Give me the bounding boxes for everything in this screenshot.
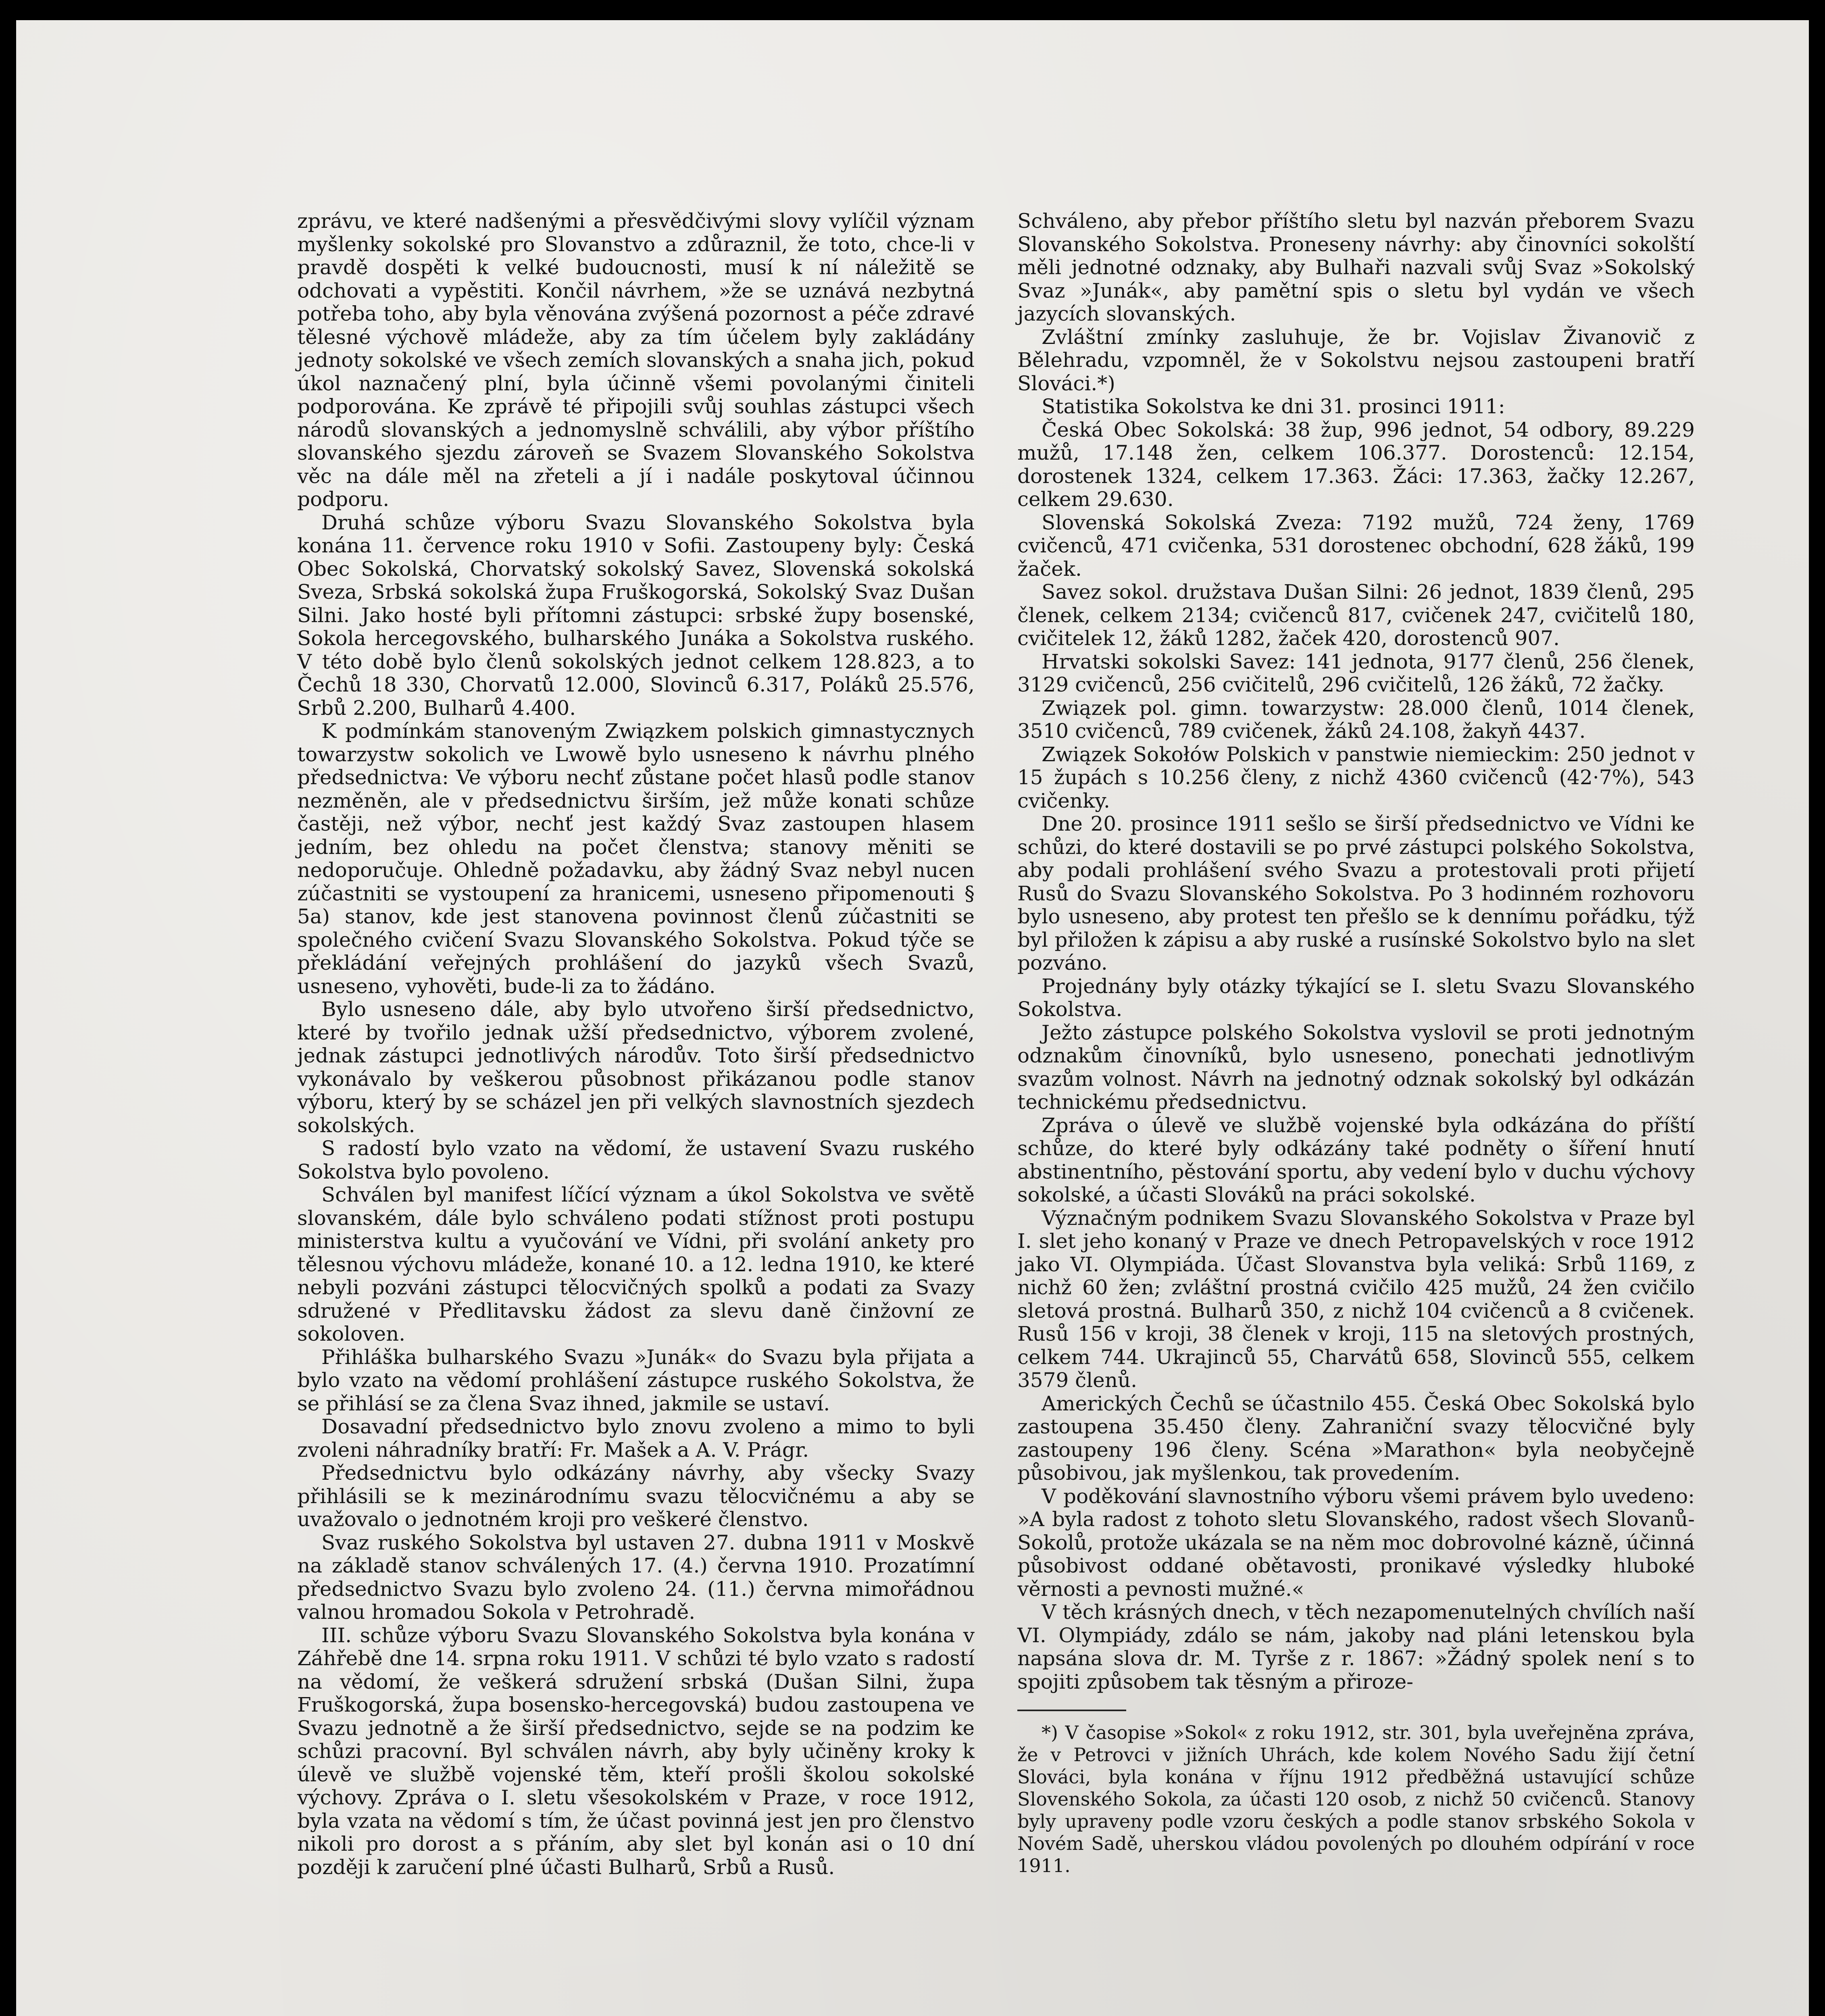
footnote-divider — [1017, 1710, 1126, 1711]
paragraph: Přihláška bulharského Svazu »Junák« do Svazu byla přijata a bylo vzato na vědomí prohlášení zástupce ruského Sokolstva, že se přihlásí se za člena Svaz ihned, jakmile se ustaví. — [297, 1345, 975, 1415]
paragraph: V poděkování slavnostního výboru všemi právem bylo uvedeno: »A byla radost z tohoto sletu Slovanského, radost všech Slovanů-Sokolů, protože ukázala se na něm moc dobrovolné kázně, účinná působivost oddané obětavosti, pronikavé výsledky hluboké věrnosti a pevnosti mužné.« — [1017, 1484, 1695, 1601]
right-column — [1017, 210, 1695, 1877]
paragraph: Předsednictvu bylo odkázány návrhy, aby všecky Svazy přihlásili se k mezinárodnímu svazu tělocvičnému a aby se uvažovalo o jednotném kroji pro veškeré členstvo. — [297, 1461, 975, 1531]
paragraph: Význačným podnikem Svazu Slovanského Sokolstva v Praze byl I. slet jeho konaný v Praze ve dnech Petropavelských v roce 1912 jako VI. Olympiáda. Účast Slovanstva byla veliká: Srbů 1169, z nichž 60 žen; zvláštní prostná cvičilo 425 mužů, 24 žen cvičilo sletová prostná. Bulharů 350, z nichž 104 cvičenců a 8 cvičenek. Rusů 156 v kroji, 38 členek v kroji, 115 na sletových prostných, celkem 744. Ukrajinců 55, Charvátů 658, Slovinců 555, celkem 3579 členů. — [1017, 1206, 1695, 1392]
paragraph: Związek Sokołów Polskich v panstwie niemieckim: 250 jednot v 15 župách s 10.256 členy, z nichž 4360 cvičenců (42·7%), 543 cvičenky. — [1017, 742, 1695, 812]
paragraph: Ježto zástupce polského Sokolstva vyslovil se proti jednotným odznakům činovníků, bylo usneseno, ponechati jednotlivým svazům volnost. Návrh na jednotný odznak sokolský byl odkázán technickému předsednictvu. — [1017, 1020, 1695, 1114]
paragraph: S radostí bylo vzato na vědomí, že ustavení Svazu ruského Sokolstva bylo povoleno. — [297, 1137, 975, 1183]
paragraph: Dne 20. prosince 1911 sešlo se širší předsednictvo ve Vídni ke schůzi, do které dostavili se po prvé zástupci polského Sokolstva, aby podali prohlášení svého Svazu a protestovali proti přijetí Rusů do Svazu Slovanského Sokolstva. Po 3 hodinném rozhovoru bylo usneseno, aby protest ten přešlo se k dennímu pořádku, týž byl přiložen k zápisu a aby ruské a rusínské Sokolstvo bylo na slet pozváno. — [1017, 812, 1695, 975]
paragraph: Druhá schůze výboru Svazu Slovanského Sokolstva byla konána 11. července roku 1910 v Sofii. Zastoupeny byly: Česká Obec Sokolská, Chorvatský sokolský Savez, Slovenská sokolská Sveza, Srbská sokolská župa Fruškogorská, Sokolský Svaz Dušan Silni. Jako hosté byli přítomni zástupci: srbské župy bosenské, Sokola hercegovského, bulharského Junáka a Sokolstva ruského. V této době bylo členů sokolských jednot celkem 128.823, a to Čechů 18 330, Chorvatů 12.000, Slovinců 6.317, Poláků 25.576, Srbů 2.200, Bulharů 4.400. — [297, 510, 975, 720]
paragraph: Zpráva o úlevě ve službě vojenské byla odkázána do příští schůze, do které byly odkázány také podněty o šíření hnutí abstinentního, pěstování sportu, aby vedení bylo v duchu výchovy sokolské, a účasti Slováků na práci sokolské. — [1017, 1113, 1695, 1206]
paragraph: Hrvatski sokolski Savez: 141 jednota, 9177 členů, 256 členek, 3129 cvičenců, 256 cvičitelů, 296 cvičitelů, 126 žáků, 72 žačky. — [1017, 650, 1695, 696]
paragraph: Schválen byl manifest líčící význam a úkol Sokolstva ve světě slovanském, dále bylo schváleno podati stížnost proti postupu ministerstva kultu a vyučování ve Vídni, při svolání ankety pro tělesnou výchovu mládeže, konané 10. a 12. ledna 1910, ke které nebyli pozváni zástupci tělocvičných spolků a podati za Svazy sdružené v Předlitavsku žádost za slevu daně činžovní ze sokoloven. — [297, 1183, 975, 1345]
paragraph: III. schůze výboru Svazu Slovanského Sokolstva byla konána v Záhřebě dne 14. srpna roku 1911. V schůzi té bylo vzato s radostí na vědomí, že veškerá sdružení srbská (Dušan Silni, župa Fruškogorská, župa bosensko-hercegovská) budou zastoupena ve Svazu jednotně a že širší předsednictvo, sejde se na podzim ke schůzi pracovní. Byl schválen návrh, aby byly učiněny kroky k úlevě ve službě vojenské těm, kteří prošli školou sokolské výchovy. Zpráva o I. sletu všesokolském v Praze, v roce 1912, byla vzata na vědomí s tím, že účast povinná jest jen pro členstvo nikoli pro dorost a s přáním, aby slet byl konán asi o 10 dní později k zaručení plné účasti Bulharů, Srbů a Rusů. — [297, 1623, 975, 1879]
paragraph: Savez sokol. družstava Dušan Silni: 26 jednot, 1839 členů, 295 členek, celkem 2134; cvičenců 817, cvičenek 247, cvičitelů 180, cvičitelek 12, žáků 1282, žaček 420, dorostenců 907. — [1017, 580, 1695, 650]
paragraph: Česká Obec Sokolská: 38 žup, 996 jednot, 54 odbory, 89.229 mužů, 17.148 žen, celkem 106.377. Dorostenců: 12.154, dorostenek 1324, celkem 17.363. Žáci: 17.363, žačky 12.267, celkem 29.630. — [1017, 418, 1695, 511]
paragraph: Zvláštní zmínky zasluhuje, že br. Vojislav Živanovič z Bělehradu, vzpomněl, že v Sokolstvu nejsou zastoupeni bratří Slováci.*) — [1017, 325, 1695, 395]
paragraph: Statistika Sokolstva ke dni 31. prosinci 1911: — [1042, 395, 1505, 418]
paragraph: Związek pol. gimn. towarzystw: 28.000 členů, 1014 členek, 3510 cvičenců, 789 cvičenek, žáků 24.108, žakyň 4437. — [1017, 696, 1695, 743]
left-column — [297, 210, 975, 1879]
paragraph: Slovenská Sokolská Zveza: 7192 mužů, 724 ženy, 1769 cvičenců, 471 cvičenka, 531 dorostenec obchodní, 628 žáků, 199 žaček. — [1017, 510, 1695, 581]
document-sheet — [16, 20, 1809, 2016]
paragraph: Svaz ruského Sokolstva byl ustaven 27. dubna 1911 v Moskvě na základě stanov schválených 17. (4.) června 1910. Prozatímní předsednictvo Svazu bylo zvoleno 24. (11.) června mimořádnou valnou hromadou Sokola v Petrohradě. — [297, 1531, 975, 1624]
paragraph: Bylo usneseno dále, aby bylo utvořeno širší předsednictvo, které by tvořilo jednak užší předsednictvo, výborem zvolené, jednak zástupci jednotlivých národův. Toto širší předsednictvo vykonávalo by veškerou působnost přikázanou podle stanov výboru, který by se scházel jen při velkých slavnostních sjezdech sokolských. — [297, 998, 975, 1137]
paragraph: Amerických Čechů se účastnilo 455. Česká Obec Sokolská bylo zastoupena 35.450 členy. Zahraniční svazy tělocvičné byly zastoupeny 196 členy. Scéna »Marathon« byla neobyčejně působivou, jak myšlenkou, tak provedením. — [1017, 1391, 1695, 1485]
paragraph: K podmínkám stanoveným Związkem polskich gimnastycznych towarzystw sokolich ve Lwowě bylo usneseno k návrhu plného předsednictva: Ve výboru nechť zůstane počet hlasů podle stanov nezměněn, ale v předsednictvu širším, jež může konati schůze častěji, než výbor, nechť jest každý Svaz zastoupen hlasem jedním, bez ohledu na počet členstva; stanovy měniti se nedoporučuje. Ohledně požadavku, aby žádný Svaz nebyl nucen zúčastniti se vystoupení za hranicemi, usneseno připomenouti § 5a) stanov, kde jest stanovena povinnost členů zúčastniti se společného cvičení Svazu Slovanského Sokolstva. Pokud týče se překládání veřejných prohlášení do jazyků všech Svazů, usneseno, vyhověti, bude-li za to žádáno. — [297, 719, 975, 998]
paragraph: zprávu, ve které nadšenými a přesvědčivými slovy vylíčil význam myšlenky sokolské pro Slovanstvo a zdůraznil, že toto, chce-li v pravdě dospěti k velké budoucnosti, musí k ní náležitě se odchovati a vypěstiti. Končil návrhem, »že se uznává nezbytná potřeba toho, aby byla věnována zvýšená pozornost a péče zdravé tělesné výchově mládeže, aby za tím účelem byly zakládány jednoty sokolské ve všech zemích slovanských a snaha jich, pokud úkol naznačený plní, byla účinně všemi povolanými činiteli podporována. Ke zprávě té připojili svůj souhlas zástupci všech národů slovanských a jednomyslně schválili, aby výbor příštího slovanského sjezdu zároveň se Svazem Slovanského Sokolstva věc na dále měl na zřeteli a jí i nadále poskytoval účinnou podporu. — [297, 209, 975, 511]
paragraph: V těch krásných dnech, v těch nezapomenutelných chvílích naší VI. Olympiády, zdálo se nám, jakoby nad pláni letenskou byla napsána slova dr. M. Tyrše z r. 1867: »Žádný spolek není s to spojiti způsobem tak těsným a přiroze- — [1017, 1600, 1695, 1693]
footnote: *) V časopise »Sokol« z roku 1912, str. 301, byla uveřejněna zpráva, že v Petrovci v jižních Uhrách, kde kolem Nového Sadu žijí četní Slováci, byla konána v říjnu 1912 předběžná ustavující schůze Slovenského Sokola, za účasti 120 osob, z nichž 50 cvičenců. Stanovy byly upraveny podle vzoru českých a podle stanov srbského Sokola v Novém Sadě, uherskou vládou povolených po dlouhém odpírání v roce 1911. — [1017, 1722, 1695, 1876]
paragraph: Dosavadní předsednictvo bylo znovu zvoleno a mimo to byli zvoleni náhradníky bratří: Fr. Mašek a A. V. Prágr. — [297, 1415, 975, 1462]
paragraph: Schváleno, aby přebor příštího sletu byl nazván přeborem Svazu Slovanského Sokolstva. Proneseny návrhy: aby činovníci sokolští měli jednotné odznaky, aby Bulhaři nazvali svůj Svaz »Sokolský Svaz »Junák«, aby pamětní spis o sletu byl vydán ve všech jazycích slovanských. — [1017, 209, 1695, 325]
paragraph: Projednány byly otázky týkající se I. sletu Svazu Slovanského Sokolstva. — [1017, 974, 1695, 1021]
